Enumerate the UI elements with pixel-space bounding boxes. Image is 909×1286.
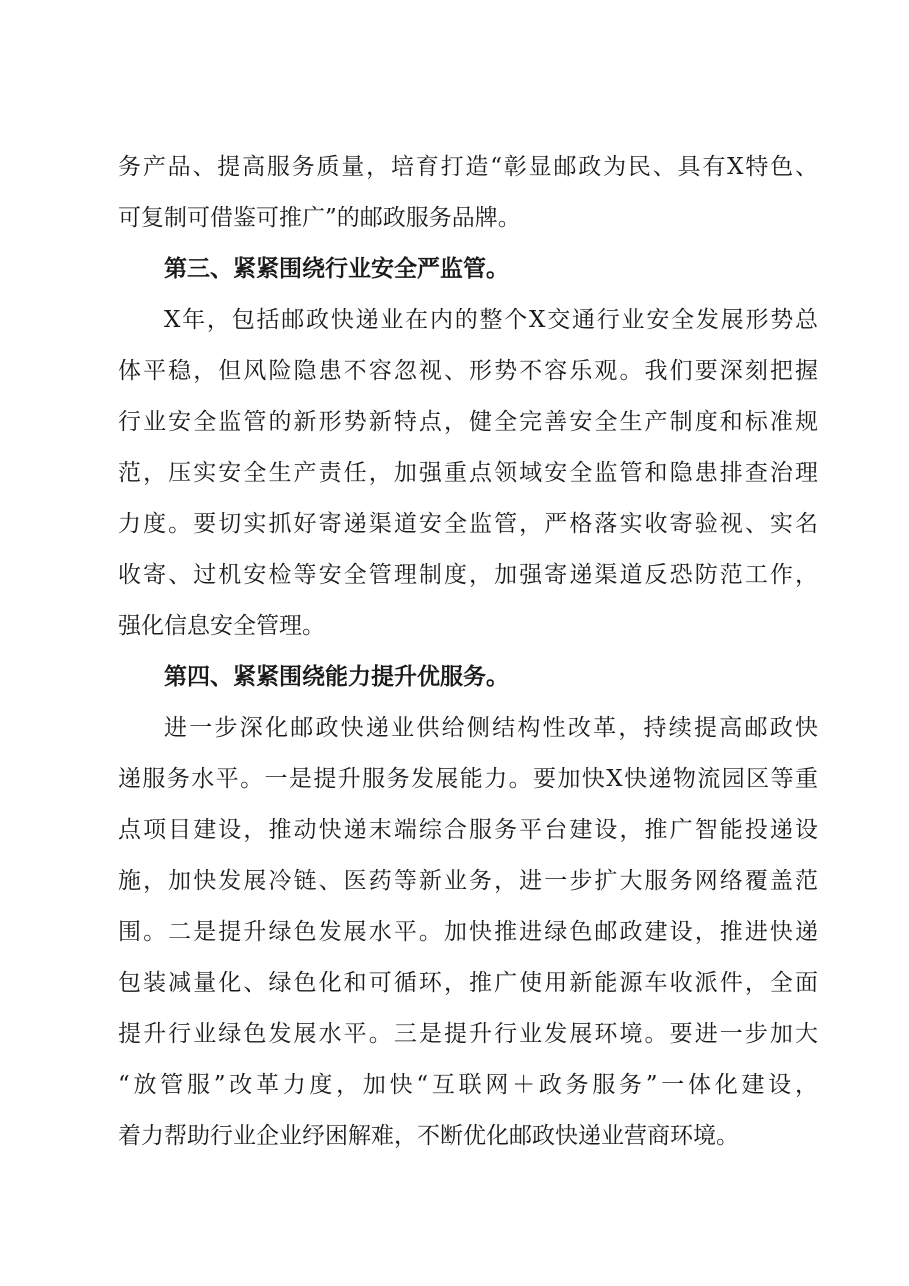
text-line: 力度。要切实抓好寄递渠道安全监管，严格落实收寄验视、实名 bbox=[118, 511, 818, 537]
paragraph-capability bbox=[118, 709, 818, 1155]
text-line: 收寄、过机安检等安全管理制度，加强寄递渠道反恐防范工作， bbox=[118, 562, 818, 588]
section-heading-safety: 第三、紧紧围绕行业安全严监管。 bbox=[164, 256, 509, 282]
text-line: 递服务水平。一是提升服务发展能力。要加快X快递物流园区等重 bbox=[118, 766, 818, 792]
text-line: 包装减量化、绿色化和可循环，推广使用新能源车收派件，全面 bbox=[118, 970, 818, 996]
paragraph-safety bbox=[118, 301, 818, 645]
text-line: 围。二是提升绿色发展水平。加快推进绿色邮政建设，推进快递 bbox=[118, 919, 818, 945]
paragraph-service-brand bbox=[118, 148, 818, 237]
text-line: 体平稳，但风险隐患不容忽视、形势不容乐观。我们要深刻把握 bbox=[118, 358, 818, 384]
text-line: 着力帮助行业企业纾困解难，不断优化邮政快递业营商环境。 bbox=[118, 1123, 739, 1149]
text-line: “放管服”改革力度，加快“互联网＋政务服务”一体化建设， bbox=[118, 1072, 818, 1098]
text-line: 强化信息安全管理。 bbox=[118, 613, 325, 639]
section-heading-capability: 第四、紧紧围绕能力提升优服务。 bbox=[164, 664, 509, 690]
text-line: 务产品、提高服务质量，培育打造“彰显邮政为民、具有X特色、 bbox=[118, 154, 818, 180]
text-line: X年，包括邮政快递业在内的整个X交通行业安全发展形势总 bbox=[164, 307, 818, 333]
text-line: 点项目建设，推动快递末端综合服务平台建设，推广智能投递设 bbox=[118, 817, 818, 843]
text-line: 提升行业绿色发展水平。三是提升行业发展环境。要进一步加大 bbox=[118, 1021, 818, 1047]
document-body bbox=[118, 148, 818, 1168]
text-line: 进一步深化邮政快递业供给侧结构性改革，持续提高邮政快 bbox=[164, 715, 818, 741]
text-line: 行业安全监管的新形势新特点，健全完善安全生产制度和标准规 bbox=[118, 409, 818, 435]
text-line: 施，加快发展冷链、医药等新业务，进一步扩大服务网络覆盖范 bbox=[118, 868, 818, 894]
text-line: 可复制可借鉴可推广”的邮政服务品牌。 bbox=[118, 205, 521, 231]
text-line: 范，压实安全生产责任，加强重点领域安全监管和隐患排查治理 bbox=[118, 460, 818, 486]
